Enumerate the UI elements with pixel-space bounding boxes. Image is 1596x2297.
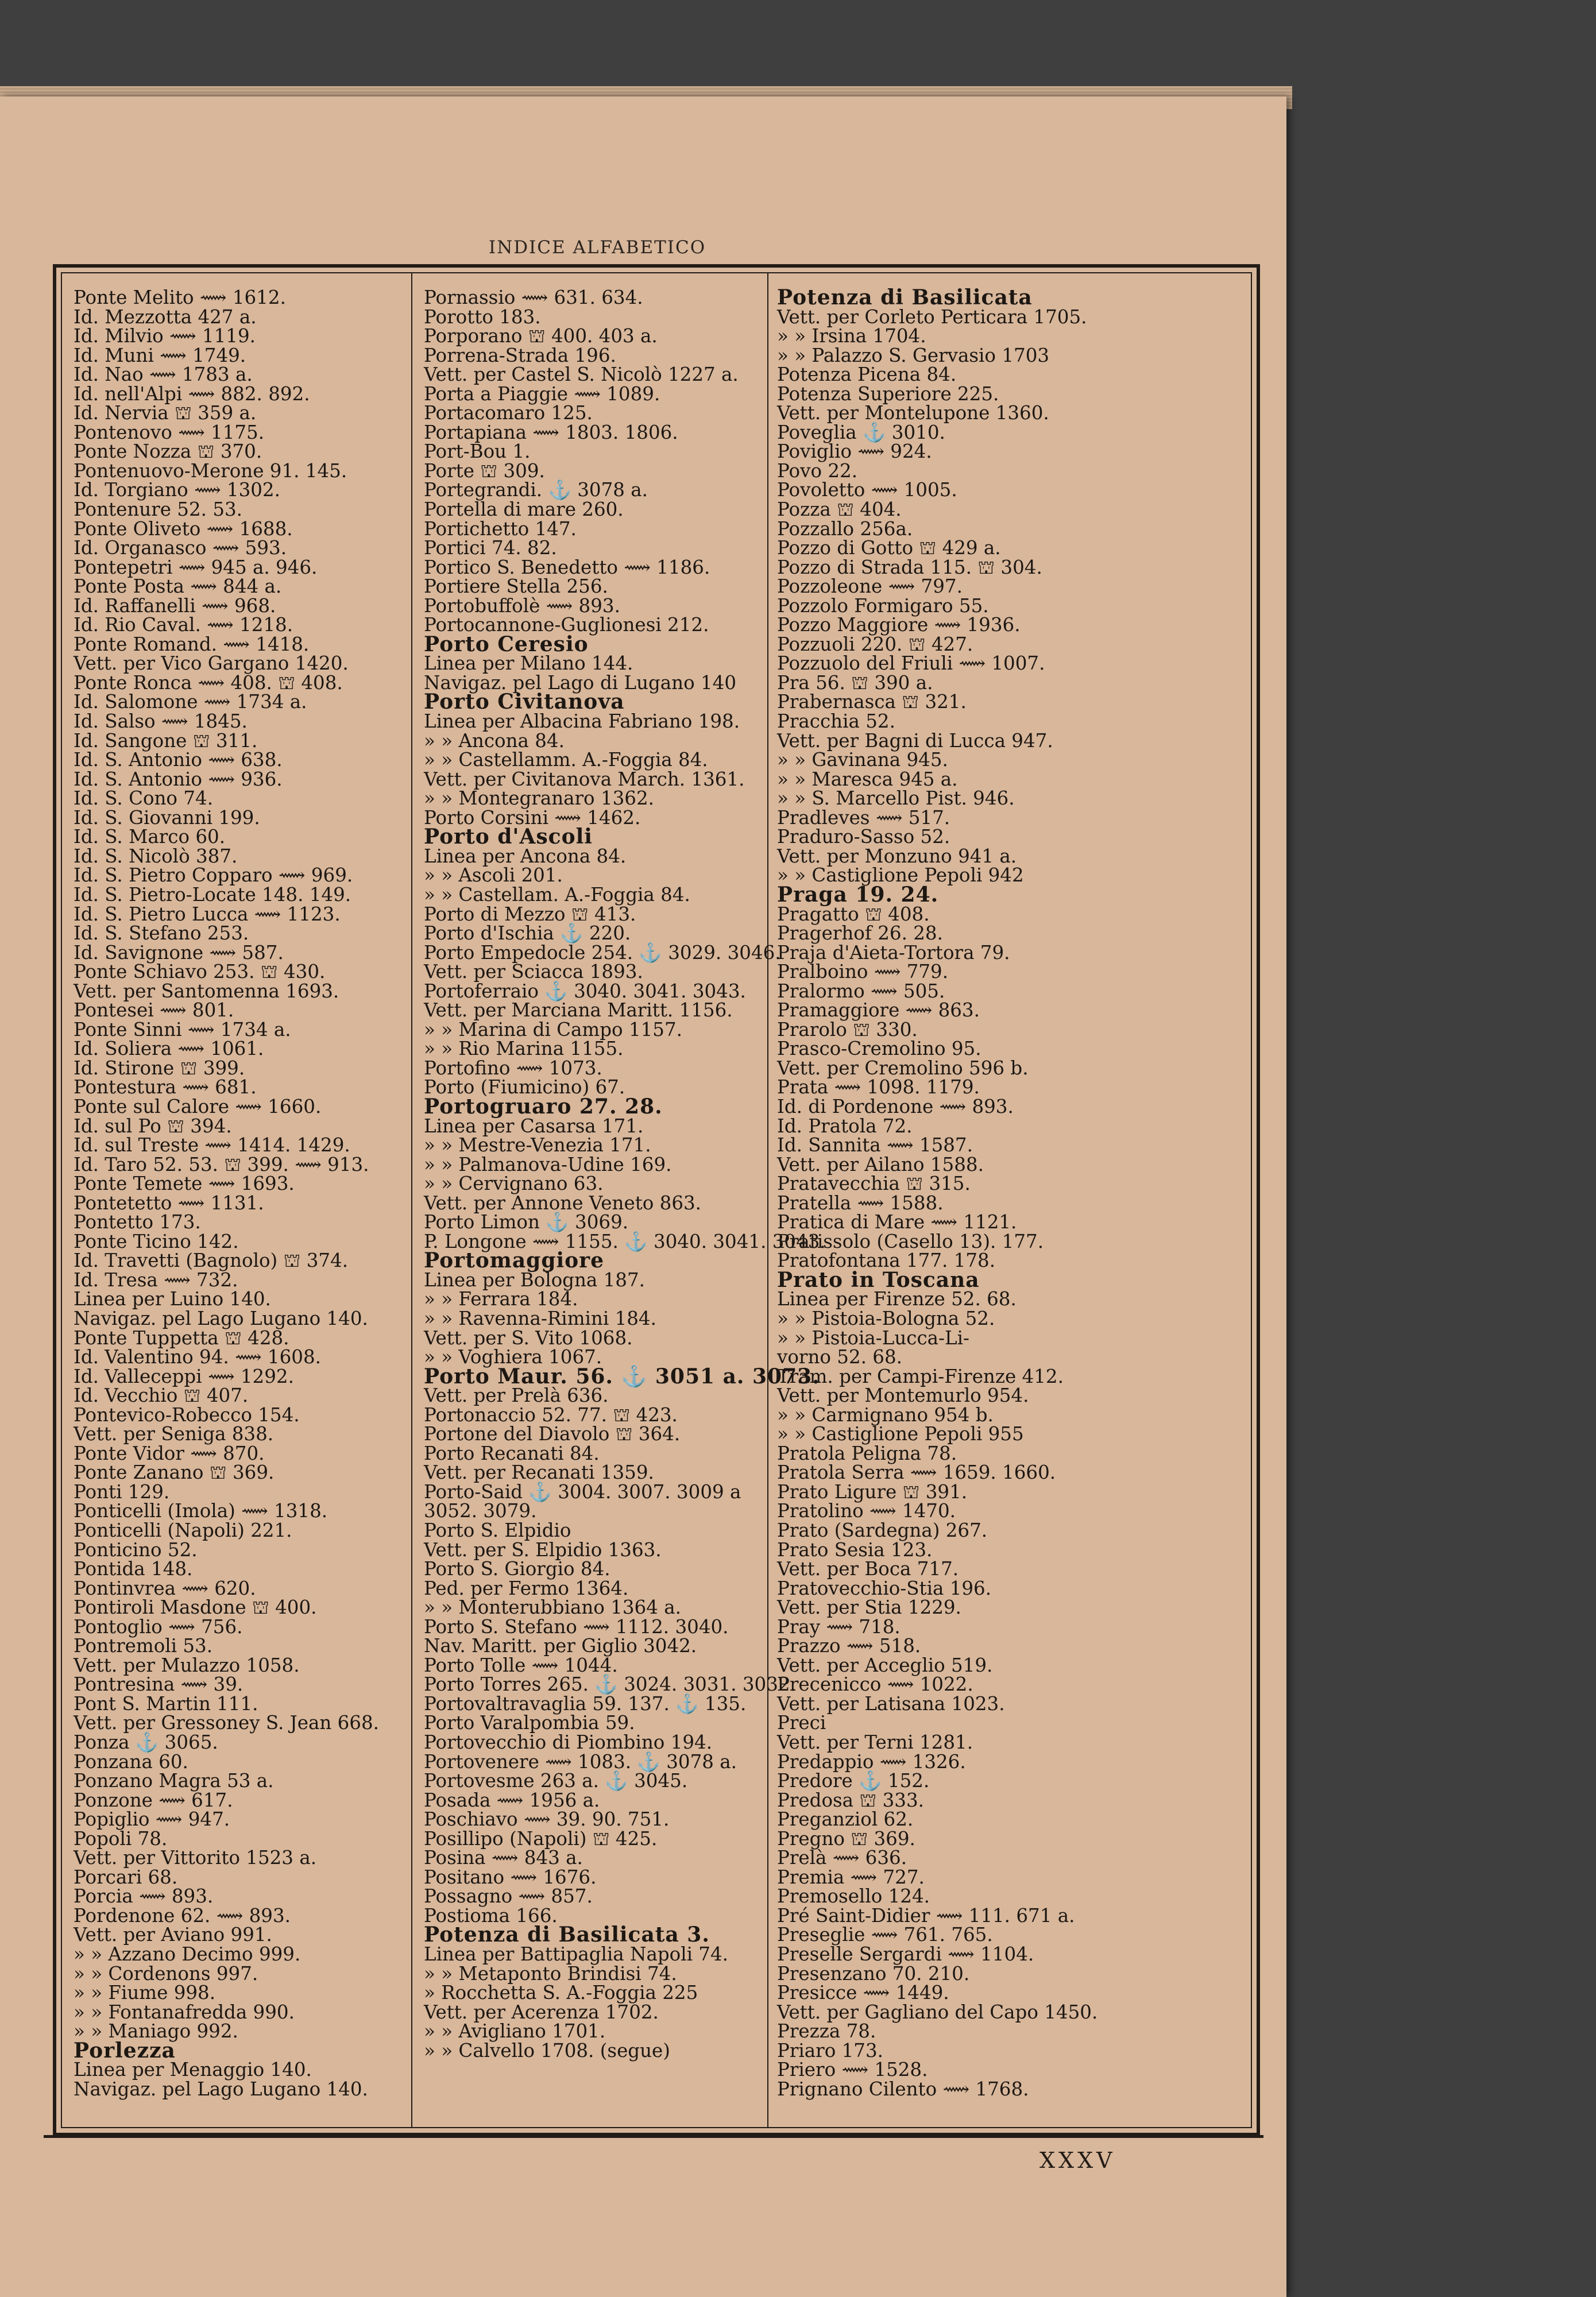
- index-entry: Vett. per Montelupone 1360.: [777, 402, 1049, 424]
- index-entry: Pratica di Mare ⟿ 1121.: [777, 1211, 1017, 1233]
- index-entry: Pontremoli 53.: [74, 1635, 213, 1657]
- index-frame: [53, 264, 1260, 2136]
- index-entry: Linea per Milano 144.: [424, 652, 633, 675]
- index-entry: Portapiana ⟿ 1803. 1806.: [424, 421, 678, 443]
- index-entry: Vett. per Monzuno 941 a.: [777, 845, 1017, 867]
- index-entry: Vett. per Santomenna 1693.: [74, 980, 339, 1002]
- index-entry: Pramaggiore ⟿ 863.: [777, 999, 980, 1022]
- index-entry: Ponti 129.: [74, 1480, 170, 1503]
- index-entry: Porto Limon ⚓ 3069.: [424, 1211, 629, 1233]
- index-entry: Povo 22.: [777, 459, 858, 482]
- index-entry: » » Ascoli 201.: [424, 864, 563, 887]
- index-entry: Pratola Peligna 78.: [777, 1442, 957, 1464]
- index-entry: Porto S. Giorgio 84.: [424, 1558, 610, 1580]
- index-entry: Navigaz. pel Lago Lugano 140.: [74, 1307, 368, 1329]
- index-entry: » » Montegranaro 1362.: [424, 787, 654, 810]
- index-entry: Preselle Sergardi ⟿ 1104.: [777, 1943, 1034, 1966]
- index-entry: Pozzolo Formigaro 55.: [777, 594, 989, 617]
- index-entry: Port-Bou 1.: [424, 440, 531, 463]
- index-entry: Pontiroli Masdone ⛫ 400.: [74, 1596, 317, 1619]
- index-column-1: [74, 288, 418, 2099]
- index-entry: Ponte Romand. ⟿ 1418.: [74, 633, 310, 655]
- index-entry: Preganziol 62.: [777, 1808, 914, 1831]
- index-entry: Prato Sesia 123.: [777, 1538, 933, 1561]
- index-entry: Pra 56. ⛫ 390 a.: [777, 671, 933, 694]
- index-entry: Ponte Temete ⟿ 1693.: [74, 1173, 295, 1195]
- index-entry: Id. Valentino 94. ⟿ 1608.: [74, 1346, 321, 1368]
- index-entry: Tram. per Campi-Firenze 412.: [777, 1365, 1064, 1387]
- index-entry: Porporano ⛫ 400. 403 a.: [424, 325, 658, 347]
- index-entry: Ponticino 52.: [74, 1538, 198, 1561]
- index-entry: Porcari 68.: [74, 1866, 178, 1888]
- index-entry: Portoferraio ⚓ 3040. 3041. 3043.: [424, 980, 746, 1002]
- index-entry: Pontepetri ⟿ 945 a. 946.: [74, 556, 318, 578]
- index-entry: Vett. per Recanati 1359.: [424, 1461, 654, 1484]
- index-entry: Pontenure 52. 53.: [74, 498, 243, 521]
- index-entry: Ponte Schiavo 253. ⛫ 430.: [74, 961, 326, 983]
- index-entry: » » Cervignano 63.: [424, 1173, 604, 1195]
- index-entry: Porta a Piaggie ⟿ 1089.: [424, 382, 660, 405]
- index-entry: Vett. per Annone Veneto 863.: [424, 1192, 702, 1214]
- index-entry: » » Palmanova-Udine 169.: [424, 1153, 672, 1175]
- index-entry: » » Ravenna-Rimini 184.: [424, 1307, 656, 1329]
- index-heading: Potenza di Basilicata 3.: [424, 1923, 710, 1947]
- index-entry: P. Longone ⟿ 1155. ⚓ 3040. 3041. 3043.: [424, 1230, 826, 1252]
- index-entry: Portone del Diavolo ⛫ 364.: [424, 1423, 681, 1445]
- index-entry: Prarolo ⛫ 330.: [777, 1018, 918, 1041]
- index-entry: Vett. per Acceglio 519.: [777, 1654, 993, 1676]
- index-entry: Pratovecchio-Stia 196.: [777, 1577, 992, 1599]
- index-entry: Porto Corsini ⟿ 1462.: [424, 806, 641, 829]
- index-entry: Pré Saint-Didier ⟿ 111. 671 a.: [777, 1904, 1075, 1927]
- index-entry: Premosello 124.: [777, 1885, 930, 1908]
- index-entry: Id. Torgiano ⟿ 1302.: [74, 479, 280, 501]
- index-entry: Ponticelli (Imola) ⟿ 1318.: [74, 1500, 328, 1522]
- index-entry: Pradleves ⟿ 517.: [777, 806, 950, 829]
- index-entry: Ponte sul Calore ⟿ 1660.: [74, 1095, 322, 1117]
- index-entry: Porto S. Stefano ⟿ 1112. 3040.: [424, 1615, 729, 1638]
- index-entry: Praja d'Aieta-Tortora 79.: [777, 941, 1010, 964]
- index-entry: Id. Travetti (Bagnolo) ⛫ 374.: [74, 1250, 349, 1272]
- index-heading: Porto Civitanova: [424, 690, 625, 714]
- index-entry: Pratola Serra ⟿ 1659. 1660.: [777, 1461, 1056, 1484]
- index-entry: Vett. per Mulazzo 1058.: [74, 1654, 300, 1676]
- index-entry: Premia ⟿ 727.: [777, 1866, 925, 1888]
- index-entry: Prato Ligure ⛫ 391.: [777, 1480, 968, 1503]
- index-entry: Pralormo ⟿ 505.: [777, 980, 945, 1002]
- index-entry: Pontresina ⟿ 39.: [74, 1673, 244, 1696]
- index-entry: Vett. per Cremolino 596 b.: [777, 1057, 1029, 1079]
- index-entry: Ponzone ⟿ 617.: [74, 1789, 233, 1811]
- index-entry: Pontoglio ⟿ 756.: [74, 1615, 243, 1638]
- index-entry: Portichetto 147.: [424, 517, 577, 540]
- index-entry: » » Mestre-Venezia 171.: [424, 1134, 651, 1157]
- index-entry: Portocannone-Guglionesi 212.: [424, 614, 709, 636]
- index-entry: Id. Pratola 72.: [777, 1115, 913, 1137]
- index-entry: » » Pistoia-Bologna 52.: [777, 1307, 995, 1329]
- index-entry: Preci: [777, 1712, 826, 1734]
- index-entry: Linea per Casarsa 171.: [424, 1115, 644, 1137]
- index-entry: » » Rio Marina 1155.: [424, 1038, 624, 1060]
- index-entry: Id. S. Giovanni 199.: [74, 806, 260, 829]
- index-entry: Id. Valleceppi ⟿ 1292.: [74, 1365, 294, 1387]
- index-entry: Vett. per S. Elpidio 1363.: [424, 1538, 662, 1561]
- index-entry: Vett. per Stia 1229.: [777, 1596, 961, 1619]
- index-entry: Priaro 173.: [777, 2039, 883, 2062]
- index-entry: Navigaz. pel Lago di Lugano 140: [424, 671, 737, 694]
- index-entry: Id. Salso ⟿ 1845.: [74, 710, 248, 733]
- index-entry: Id. S. Pietro-Locate 148. 149.: [74, 883, 351, 906]
- index-entry: Id. S. Pietro Lucca ⟿ 1123.: [74, 903, 341, 925]
- index-entry: Porto Recanati 84.: [424, 1442, 600, 1464]
- index-entry: Ponte Melito ⟿ 1612.: [74, 287, 286, 308]
- index-entry: Pontetto 173.: [74, 1211, 201, 1233]
- index-entry: » » Palazzo S. Gervasio 1703: [777, 344, 1050, 366]
- index-entry: Pozzallo 256a.: [777, 517, 913, 540]
- index-entry: Pratolino ⟿ 1470.: [777, 1500, 956, 1522]
- index-entry: » » Maresca 945 a.: [777, 768, 958, 790]
- index-entry: Prato (Sardegna) 267.: [777, 1519, 988, 1541]
- index-entry: Id. Sannita ⟿ 1587.: [777, 1134, 973, 1157]
- index-entry: » » Castiglione Pepoli 942: [777, 864, 1024, 887]
- index-entry: Id. nell'Alpi ⟿ 882. 892.: [74, 382, 310, 405]
- index-entry: Vett. per Prelà 636.: [424, 1385, 609, 1407]
- index-entry: Porte ⛫ 309.: [424, 459, 545, 482]
- index-entry: » » Castiglione Pepoli 955: [777, 1423, 1024, 1445]
- index-entry: » » Pistoia-Lucca-Li-: [777, 1327, 969, 1349]
- index-entry: Pratavecchia ⛫ 315.: [777, 1173, 971, 1195]
- index-entry: Prata ⟿ 1098. 1179.: [777, 1076, 980, 1099]
- index-entry: Pontevico-Robecco 154.: [74, 1403, 300, 1426]
- index-entry: Vett. per Aviano 991.: [74, 1924, 272, 1946]
- index-entry: Pralboino ⟿ 779.: [777, 961, 949, 983]
- index-entry: Priero ⟿ 1528.: [777, 2059, 928, 2081]
- index-entry: Ponte Ticino 142.: [74, 1230, 239, 1252]
- index-entry: Id. S. Stefano 253.: [74, 922, 249, 945]
- index-heading: Porto Ceresio: [424, 632, 589, 656]
- index-entry: Ponte Oliveto ⟿ 1688.: [74, 517, 293, 540]
- index-entry: Id. Rio Caval. ⟿ 1218.: [74, 614, 293, 636]
- index-entry: Vett. per Terni 1281.: [777, 1731, 973, 1754]
- index-entry: » » Fontanafredda 990.: [74, 2001, 295, 2023]
- index-entry: Vett. per Seniga 838.: [74, 1423, 274, 1445]
- index-entry: » » Castellam. A.-Foggia 84.: [424, 883, 690, 906]
- index-entry: Portovenere ⟿ 1083. ⚓ 3078 a.: [424, 1750, 737, 1773]
- index-entry: Ponzana 60.: [74, 1750, 188, 1773]
- index-entry: Pont S. Martin 111.: [74, 1692, 258, 1715]
- index-entry: Id. S. Pietro Copparo ⟿ 969.: [74, 864, 353, 887]
- index-entry: Prezza 78.: [777, 2020, 876, 2043]
- index-heading: Potenza di Basilicata: [777, 285, 1033, 310]
- index-heading: Portomaggiore: [424, 1248, 605, 1273]
- index-entry: Predosa ⛫ 333.: [777, 1789, 924, 1811]
- index-entry: Id. Taro 52. 53. ⛫ 399. ⟿ 913.: [74, 1153, 369, 1175]
- index-entry: » » Ferrara 184.: [424, 1288, 578, 1310]
- index-entry: 3052. 3079.: [424, 1500, 537, 1522]
- index-entry: Pozzuolo del Friuli ⟿ 1007.: [777, 652, 1045, 675]
- index-heading: Praga 19. 24.: [777, 882, 939, 907]
- index-entry: Id. di Pordenone ⟿ 893.: [777, 1095, 1014, 1117]
- index-entry: Popiglio ⟿ 947.: [74, 1808, 230, 1831]
- index-entry: Portobuffolè ⟿ 893.: [424, 594, 620, 617]
- index-entry: Pozzo di Gotto ⛫ 429 a.: [777, 537, 1001, 559]
- index-entry: Linea per Ancona 84.: [424, 845, 627, 867]
- index-entry: Pozzo Maggiore ⟿ 1936.: [777, 614, 1021, 636]
- index-entry: Pozzoleone ⟿ 797.: [777, 575, 963, 598]
- index-entry: » » Calvello 1708. (segue): [424, 2039, 670, 2062]
- index-entry: Vett. per Ailano 1588.: [777, 1153, 984, 1175]
- index-entry: Linea per Albacina Fabriano 198.: [424, 710, 740, 733]
- index-entry: Linea per Battipaglia Napoli 74.: [424, 1943, 728, 1966]
- index-entry: Potenza Superiore 225.: [777, 382, 999, 405]
- index-entry: Pratofontana 177. 178.: [777, 1250, 996, 1272]
- index-entry: Id. Sangone ⛫ 311.: [74, 729, 258, 752]
- index-entry: Porto d'Ischia ⚓ 220.: [424, 922, 631, 945]
- index-entry: Portiere Stella 256.: [424, 575, 608, 598]
- index-entry: Pragatto ⛫ 408.: [777, 903, 930, 925]
- index-entry: Vett. per S. Vito 1068.: [424, 1327, 633, 1349]
- index-entry: Popoli 78.: [74, 1827, 168, 1850]
- index-entry: » » Castellamm. A.-Foggia 84.: [424, 749, 708, 771]
- index-entry: » » Azzano Decimo 999.: [74, 1943, 301, 1966]
- index-entry: Precenicco ⟿ 1022.: [777, 1673, 973, 1696]
- index-entry: Id. Nao ⟿ 1783 a.: [74, 364, 253, 386]
- index-entry: Praduro-Sasso 52.: [777, 826, 950, 848]
- index-entry: Vett. per Boca 717.: [777, 1558, 959, 1580]
- index-heading: Porto d'Ascoli: [424, 825, 593, 849]
- index-entry: Pontesei ⟿ 801.: [74, 999, 234, 1022]
- index-entry: Id. Stirone ⛫ 399.: [74, 1057, 245, 1079]
- index-entry: Nav. Maritt. per Giglio 3042.: [424, 1635, 697, 1657]
- index-entry: Pordenone 62. ⟿ 893.: [74, 1904, 291, 1927]
- index-entry: Vett. per Latisana 1023.: [777, 1692, 1005, 1715]
- index-heading: Prato in Toscana: [777, 1267, 980, 1292]
- index-entry: » » Avigliano 1701.: [424, 2020, 606, 2043]
- index-entry: Porrena-Strada 196.: [424, 344, 616, 366]
- index-entry: » » Fiume 998.: [74, 1982, 216, 2004]
- bottom-rule: [44, 2135, 1263, 2138]
- index-entry: Prignano Cilento ⟿ 1768.: [777, 2078, 1029, 2100]
- index-entry: Posina ⟿ 843 a.: [424, 1847, 583, 1869]
- index-entry: » » Monterubbiano 1364 a.: [424, 1596, 681, 1619]
- index-entry: » » Voghiera 1067.: [424, 1346, 602, 1368]
- index-entry: Portacomaro 125.: [424, 402, 593, 424]
- index-entry: Porto Empedocle 254. ⚓ 3029. 3046.: [424, 941, 781, 964]
- index-entry: Presicce ⟿ 1449.: [777, 1982, 949, 2004]
- index-entry: Poviglio ⟿ 924.: [777, 440, 932, 463]
- index-entry: Portella di mare 260.: [424, 498, 624, 521]
- index-entry: » » Metaponto Brindisi 74.: [424, 1962, 677, 1985]
- index-entry: Vett. per Corleto Perticara 1705.: [777, 306, 1087, 328]
- index-entry: Linea per Menaggio 140.: [74, 2059, 312, 2081]
- index-entry: Id. sul Po ⛫ 394.: [74, 1115, 232, 1137]
- page-number: XXXV: [1039, 2148, 1116, 2173]
- index-entry: Pozzuoli 220. ⛫ 427.: [777, 633, 973, 655]
- index-entry: » » Maniago 992.: [74, 2020, 238, 2043]
- index-entry: Vett. per Castel S. Nicolò 1227 a.: [424, 364, 739, 386]
- index-entry: Vett. per Vittorito 1523 a.: [74, 1847, 317, 1869]
- index-entry: Portofino ⟿ 1073.: [424, 1057, 602, 1079]
- index-entry: Prasco-Cremolino 95.: [777, 1038, 981, 1060]
- index-entry: Id. S. Marco 60.: [74, 826, 226, 848]
- index-entry: » » Ancona 84.: [424, 729, 565, 752]
- index-entry: Id. Mezzotta 427 a.: [74, 306, 257, 328]
- index-entry: Vett. per Marciana Maritt. 1156.: [424, 999, 733, 1022]
- index-entry: Predappio ⟿ 1326.: [777, 1750, 966, 1773]
- index-entry: Pragerhof 26. 28.: [777, 922, 943, 945]
- index-entry: Vett. per Acerenza 1702.: [424, 2001, 659, 2023]
- index-entry: Ponticelli (Napoli) 221.: [74, 1519, 292, 1541]
- index-entry: Postioma 166.: [424, 1904, 558, 1927]
- index-entry: Porotto 183.: [424, 306, 541, 328]
- index-entry: Id. S. Antonio ⟿ 936.: [74, 768, 283, 790]
- index-entry: Id. Salomone ⟿ 1734 a.: [74, 691, 307, 713]
- index-entry: Porto Tolle ⟿ 1044.: [424, 1654, 618, 1676]
- index-entry: Navigaz. pel Lago Lugano 140.: [74, 2078, 368, 2100]
- index-entry: » Rocchetta S. A.-Foggia 225: [424, 1982, 698, 2004]
- index-entry: Pozzo di Strada 115. ⛫ 304.: [777, 556, 1042, 578]
- index-entry: Predore ⚓ 152.: [777, 1770, 930, 1792]
- index-entry: Pontenuovo-Merone 91. 145.: [74, 459, 347, 482]
- index-entry: Pornassio ⟿ 631. 634.: [424, 287, 643, 308]
- index-entry: Portovaltravaglia 59. 137. ⚓ 135.: [424, 1692, 747, 1715]
- index-entry: Poveglia ⚓ 3010.: [777, 421, 945, 443]
- index-entry: Vett. per Gressoney S. Jean 668.: [74, 1712, 379, 1734]
- index-entry: Portegrandi. ⚓ 3078 a.: [424, 479, 648, 501]
- index-heading: Porlezza: [74, 2038, 176, 2063]
- index-entry: Pratissolo (Casello 13). 177.: [777, 1230, 1044, 1252]
- index-entry: Poschiavo ⟿ 39. 90. 751.: [424, 1808, 670, 1831]
- index-entry: Porto S. Elpidio: [424, 1519, 571, 1541]
- index-entry: Porcia ⟿ 893.: [74, 1885, 214, 1908]
- index-entry: Porto-Said ⚓ 3004. 3007. 3009 a: [424, 1480, 741, 1503]
- index-entry: Vett. per Civitanova March. 1361.: [424, 768, 745, 790]
- index-entry: Id. S. Cono 74.: [74, 787, 214, 810]
- index-entry: Pontida 148.: [74, 1558, 193, 1580]
- index-entry: Pontetetto ⟿ 1131.: [74, 1192, 264, 1214]
- index-entry: Ponte Vidor ⟿ 870.: [74, 1442, 265, 1464]
- index-entry: Ped. per Fermo 1364.: [424, 1577, 629, 1599]
- index-entry: Prazzo ⟿ 518.: [777, 1635, 921, 1657]
- index-heading: Porto Maur. 56. ⚓ 3051 a. 3073.: [424, 1364, 820, 1389]
- index-entry: » » Carmignano 954 b.: [777, 1403, 994, 1426]
- index-entry: Vett. per Vico Gargano 1420.: [74, 652, 349, 675]
- index-entry: » » S. Marcello Pist. 946.: [777, 787, 1015, 810]
- index-entry: Id. Muni ⟿ 1749.: [74, 344, 246, 366]
- index-entry: » » Marina di Campo 1157.: [424, 1018, 682, 1041]
- index-entry: Porto Torres 265. ⚓ 3024. 3031. 3032.: [424, 1673, 796, 1696]
- index-entry: Portovecchio di Piombino 194.: [424, 1731, 713, 1754]
- index-entry: Ponte Posta ⟿ 844 a.: [74, 575, 282, 598]
- index-entry: Posada ⟿ 1956 a.: [424, 1789, 600, 1811]
- index-entry: Id. Milvio ⟿ 1119.: [74, 325, 256, 347]
- index-entry: vorno 52. 68.: [777, 1346, 902, 1368]
- index-column-3: [777, 285, 1122, 2100]
- index-entry: Porto (Fiumicino) 67.: [424, 1076, 625, 1099]
- index-entry: Potenza Picena 84.: [777, 364, 957, 386]
- index-entry: » » Cordenons 997.: [74, 1962, 258, 1985]
- index-entry: Ponte Sinni ⟿ 1734 a.: [74, 1018, 291, 1041]
- index-entry: Ponte Zanano ⛫ 369.: [74, 1461, 275, 1484]
- index-entry: Pregno ⛫ 369.: [777, 1827, 915, 1850]
- index-entry: Id. Nervia ⛫ 359 a.: [74, 402, 257, 424]
- index-entry: Portico S. Benedetto ⟿ 1186.: [424, 556, 710, 578]
- index-entry: Portonaccio 52. 77. ⛫ 423.: [424, 1403, 678, 1426]
- index-entry: Pray ⟿ 718.: [777, 1615, 901, 1638]
- index-entry: Posillipo (Napoli) ⛫ 425.: [424, 1827, 658, 1850]
- index-entry: Id. Vecchio ⛫ 407.: [74, 1385, 249, 1407]
- index-entry: Ponzano Magra 53 a.: [74, 1770, 274, 1792]
- index-entry: Id. Tresa ⟿ 732.: [74, 1269, 238, 1291]
- index-entry: Portici 74. 82.: [424, 537, 557, 559]
- index-heading: Portogruaro 27. 28.: [424, 1094, 663, 1119]
- index-entry: Vett. per Gagliano del Capo 1450.: [777, 2001, 1098, 2023]
- index-entry: Id. Savignone ⟿ 587.: [74, 941, 284, 964]
- index-entry: Id. S. Antonio ⟿ 638.: [74, 749, 283, 771]
- index-entry: Pontinvrea ⟿ 620.: [74, 1577, 256, 1599]
- index-entry: Ponte Ronca ⟿ 408. ⛫ 408.: [74, 671, 343, 694]
- index-entry: Id. Organasco ⟿ 593.: [74, 537, 287, 559]
- index-entry: » » Gavinana 945.: [777, 749, 948, 771]
- index-entry: Pozza ⛫ 404.: [777, 498, 902, 521]
- index-entry: Id. sul Treste ⟿ 1414. 1429.: [74, 1134, 350, 1157]
- index-entry: Preseglie ⟿ 761. 765.: [777, 1924, 993, 1946]
- index-entry: Possagno ⟿ 857.: [424, 1885, 593, 1908]
- index-entry: Linea per Bologna 187.: [424, 1269, 645, 1291]
- index-entry: Presenzano 70. 210.: [777, 1962, 970, 1985]
- index-entry: Prabernasca ⛫ 321.: [777, 691, 967, 713]
- index-entry: Pracchia 52.: [777, 710, 895, 733]
- index-entry: Linea per Firenze 52. 68.: [777, 1288, 1017, 1310]
- index-entry: Pratella ⟿ 1588.: [777, 1192, 944, 1214]
- index-entry: Id. S. Nicolò 387.: [74, 845, 238, 867]
- index-entry: Id. Raffanelli ⟿ 968.: [74, 594, 276, 617]
- index-entry: Vett. per Sciacca 1893.: [424, 961, 643, 983]
- index-entry: Id. Soliera ⟿ 1061.: [74, 1038, 264, 1060]
- index-entry: Pontestura ⟿ 681.: [74, 1076, 257, 1099]
- index-entry: Porto Varalpombia 59.: [424, 1712, 635, 1734]
- index-entry: Vett. per Bagni di Lucca 947.: [777, 729, 1053, 752]
- page-header: INDICE ALFABETICO: [488, 237, 706, 258]
- index-entry: Povoletto ⟿ 1005.: [777, 479, 957, 501]
- index-entry: Pontenovo ⟿ 1175.: [74, 421, 265, 443]
- index-entry: Porto di Mezzo ⛫ 413.: [424, 903, 636, 925]
- index-entry: » » Irsina 1704.: [777, 325, 926, 347]
- index-entry: Prelà ⟿ 636.: [777, 1847, 907, 1869]
- index-entry: Positano ⟿ 1676.: [424, 1866, 597, 1888]
- index-entry: Ponte Tuppetta ⛫ 428.: [74, 1327, 289, 1349]
- index-entry: Portovesme 263 a. ⚓ 3045.: [424, 1770, 688, 1792]
- index-entry: Ponza ⚓ 3065.: [74, 1731, 218, 1754]
- index-entry: Ponte Nozza ⛫ 370.: [74, 440, 262, 463]
- index-entry: Linea per Luino 140.: [74, 1288, 271, 1310]
- index-entry: Vett. per Montemurlo 954.: [777, 1385, 1029, 1407]
